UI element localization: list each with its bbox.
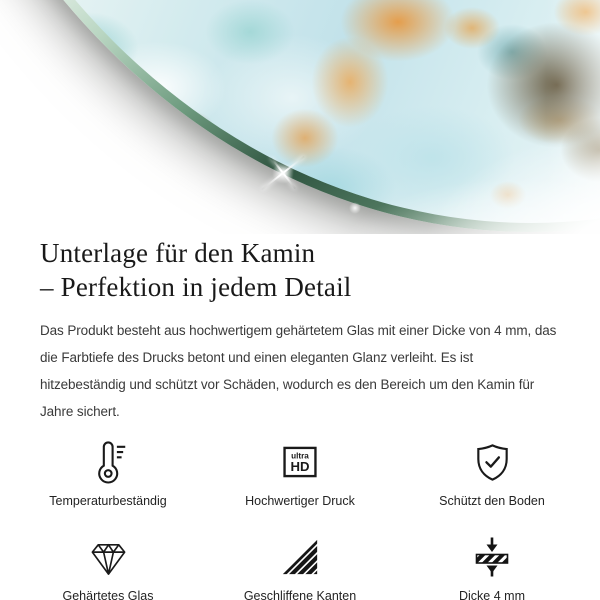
hd-text: HD — [290, 459, 310, 475]
feature-thickness-4mm — [396, 534, 588, 600]
feature-polished-edges — [204, 534, 396, 600]
feature-label: Geschliffene Kanten — [243, 589, 357, 600]
feature-grid — [12, 439, 588, 600]
feature-tempered-glass — [12, 534, 204, 600]
feature-label: Temperaturbeständig — [49, 494, 167, 508]
page-title — [40, 236, 560, 304]
feature-label: Schützt den Boden — [439, 494, 545, 508]
thermometer-icon — [85, 439, 131, 485]
product-photo — [0, 0, 600, 234]
feature-label: Gehärtetes Glas — [62, 589, 154, 600]
diamond-icon — [87, 534, 130, 580]
product-description: Das Produkt besteht aus hochwertigem gehärtetem Glas mit einer Dicke von 4 mm, das die Farbtiefe des Drucks betont und einen eleganten Glanz verleiht. Es ist hitzebeständig und schützt vor Schäden, wodurch es den Bereich um den Kamin für Jahre sichert. — [40, 323, 557, 419]
ultra-text: ultra — [291, 451, 309, 461]
ultra-hd-icon — [280, 439, 320, 485]
feature-temperature-resistant — [12, 439, 204, 508]
feature-label: Dicke 4 mm — [459, 589, 525, 600]
polished-edges-icon — [280, 534, 320, 580]
glass-marble-surface — [0, 0, 600, 234]
compressed-thickness-icon — [470, 534, 514, 580]
feature-label: Hochwertiger Druck — [245, 494, 355, 508]
small-sparkle-highlight — [349, 202, 361, 214]
feature-protects-floor — [396, 439, 588, 508]
shield-check-icon — [471, 439, 514, 485]
title-line-2: – Perfektion in jedem Detail — [40, 272, 352, 302]
feature-high-quality-print — [204, 439, 396, 508]
product-info-section — [0, 234, 600, 600]
title-line-1: Unterlage für den Kamin — [40, 238, 316, 268]
